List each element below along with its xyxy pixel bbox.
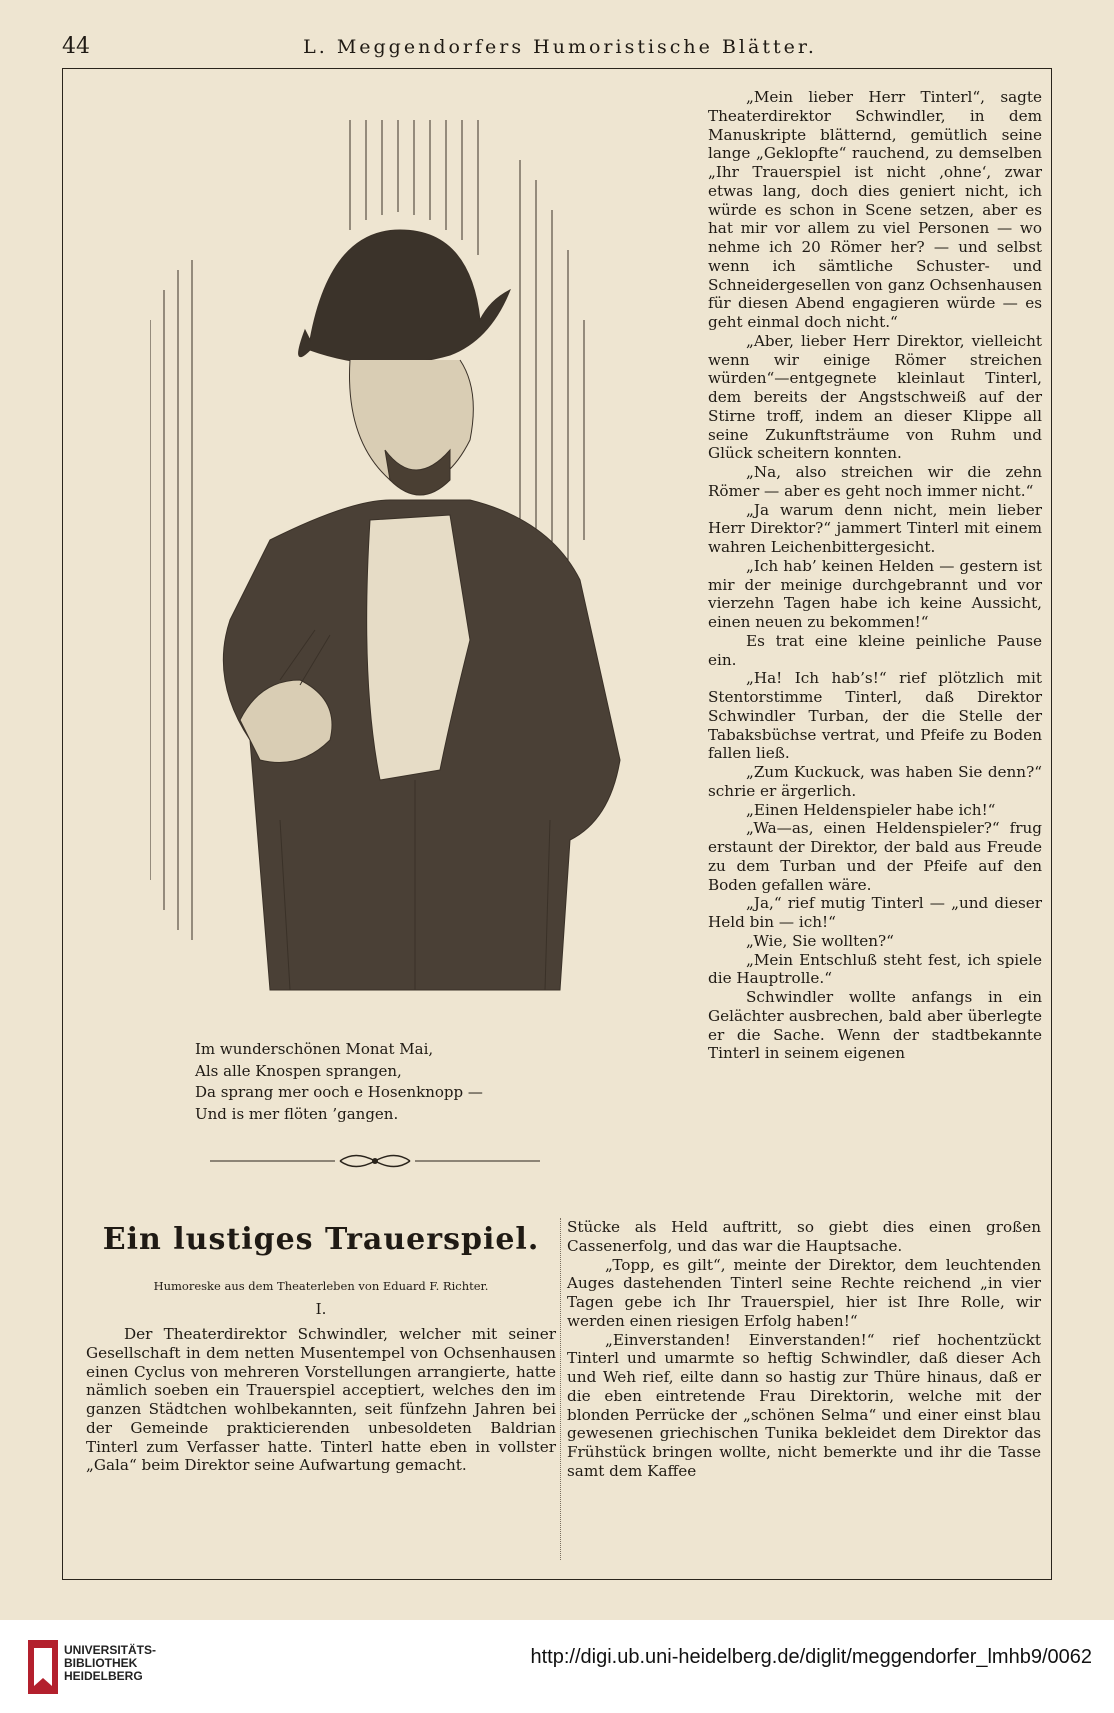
caption-line: Und is mer flöten ’gangen.: [195, 1104, 399, 1123]
library-footer: [0, 1620, 1114, 1713]
paragraph: „Einverstanden! Einverstanden!“ rief hochentzückt Tinterl und umarmte so heftig Schwindler, daß dieser Ach und Weh rief, eilte dann so hastig zur Thüre hinaus, daß er die eben eintretende Frau Direktorin, welche mit der blonden Perrücke der „schönen Selma“ und einer einst blau gewesenen griechischen Tunika bekleidet dem Direktor das Frühstück bringen wollte, nicht bemerkte und ihr die Tasse samt dem Kaffee: [567, 1330, 1041, 1480]
paragraph: „Wie, Sie wollten?“: [746, 931, 894, 950]
library-logo-icon: [26, 1638, 60, 1696]
text-column-lower-right: [567, 1218, 1041, 1481]
story-title: Ein lustiges Trauerspiel.: [102, 1222, 540, 1257]
paragraph: Es trat eine kleine peinliche Pause ein.: [708, 631, 1042, 669]
engraving-illustration: [150, 120, 650, 1020]
paragraph: Schwindler wollte anfangs in ein Gelächter ausbrechen, bald aber überlegte er die Sache. Wenn der stadtbekannte Tinterl in seinem eigenen: [708, 988, 1042, 1063]
library-name[interactable]: UNIVERSITÄTS- BIBLIOTHEK HEIDELBERG: [64, 1643, 157, 1683]
caption-line: Im wunderschönen Monat Mai,: [195, 1040, 434, 1058]
paragraph: „Ja,“ rief mutig Tinterl — „und dieser Held bin — ich!“: [708, 894, 1042, 931]
page-number: 44: [62, 34, 90, 59]
paragraph: Stücke als Held auftritt, so giebt dies einen großen Cassenerfolg, und das war die Hauptsache.: [567, 1218, 1041, 1255]
page-header: [62, 34, 1058, 64]
text-column-left: [86, 1325, 556, 1475]
chapter-number: I.: [315, 1300, 327, 1318]
running-title: L. Meggendorfers Humoristische Blätter.: [303, 36, 817, 58]
paragraph: „Ha! Ich hab’s!“ rief plötzlich mit Stentorstimme Tinterl, daß Direktor Schwindler Turban, der die Stelle der Tabaksbüchse vertrat, und Pfeife zu Boden fallen ließ.: [708, 669, 1042, 763]
paragraph: „Mein Entschluß steht fest, ich spiele die Hauptrolle.“: [708, 950, 1042, 988]
paragraph: „Topp, es gilt“, meinte der Direktor, dem leuchtenden Auges dastehenden Tinterl seine Rechte reichend „in vier Tagen gebe ich Ihr Trauerspiel, hier ist Ihre Rolle, wir werden einen riesigen Erfolg haben!“: [567, 1255, 1041, 1330]
paragraph: „Aber, lieber Herr Direktor, vielleicht wenn wir einige Römer streichen würden“—entgegnete kleinlaut Tinterl, dem bereits der Angstschweiß auf der Stirne troff, indem an dieser Klippe all seine Zukunftsträume von Ruhm und Glück scheitern konnten.: [708, 331, 1042, 463]
paragraph: „Na, also streichen wir die zehn Römer — aber es geht noch immer nicht.“: [708, 463, 1042, 500]
illustration-caption: [195, 1039, 595, 1125]
paragraph: „Mein lieber Herr Tinterl“, sagte Theaterdirektor Schwindler, in dem Manuskripte blätternd, gemütlich seine lange „Geklopfte“ rauchend, zu demselben „Ihr Trauerspiel ist nicht ‚ohne‘, zwar etwas lang, doch dies geniert nicht, ich würde es schon in Scene setzen, aber es hat mir vor allem zu viel Personen — wo nehme ich 20 Römer her? — und selbst wenn ich sämtliche Schuster- und Schneidergesellen von ganz Ochsenhausen für diesen Abend engagieren würde — es geht einmal doch nicht.“: [708, 88, 1042, 331]
caption-line: Da sprang mer ooch e Hosenknopp —: [195, 1083, 483, 1101]
caption-line: Als alle Knospen sprangen,: [195, 1061, 402, 1080]
story-subtitle: Humoreske aus dem Theaterleben von Eduard F. Richter.: [153, 1279, 489, 1293]
ornament-divider: [210, 1148, 540, 1174]
paragraph: „Ja warum denn nicht, mein lieber Herr Direktor?“ jammert Tinterl mit einem wahren Leichenbittergesicht.: [708, 500, 1042, 556]
text-column-right: [708, 88, 1042, 1063]
paragraph: „Wa—as, einen Heldenspieler?“ frug erstaunt der Direktor, der bald aus Freude zu dem Turban und der Pfeife auf den Boden gefallen wäre.: [708, 819, 1042, 894]
paragraph: „Ich hab’ keinen Helden — gestern ist mir der meinige durchgebrannt und vor vierzehn Tagen habe ich keine Aussicht, einen neuen zu bekommen!“: [708, 556, 1042, 631]
paragraph: „Zum Kuckuck, was haben Sie denn?“ schrie er ärgerlich.: [708, 763, 1042, 800]
paragraph: Der Theaterdirektor Schwindler, welcher mit seiner Gesellschaft in dem netten Musentempel von Ochsenhausen einen Cyclus von mehreren Vorstellungen arrangierte, hatte nämlich soeben ein Trauerspiel acceptiert, welches den im ganzen Städtchen wohlbekannten, seit fünfzehn Jahren bei der Gemeinde prakticierenden unbesoldeten Baldrian Tinterl zum Verfasser hatte. Tinterl hatte eben in vollster „Gala“ beim Direktor seine Aufwartung gemacht.: [86, 1325, 556, 1475]
paragraph: „Einen Heldenspieler habe ich!“: [746, 800, 996, 819]
column-divider: [560, 1218, 561, 1560]
source-url-link[interactable]: http://digi.ub.uni-heidelberg.de/diglit/meggendorfer_lmhb9/0062: [530, 1646, 1092, 1668]
